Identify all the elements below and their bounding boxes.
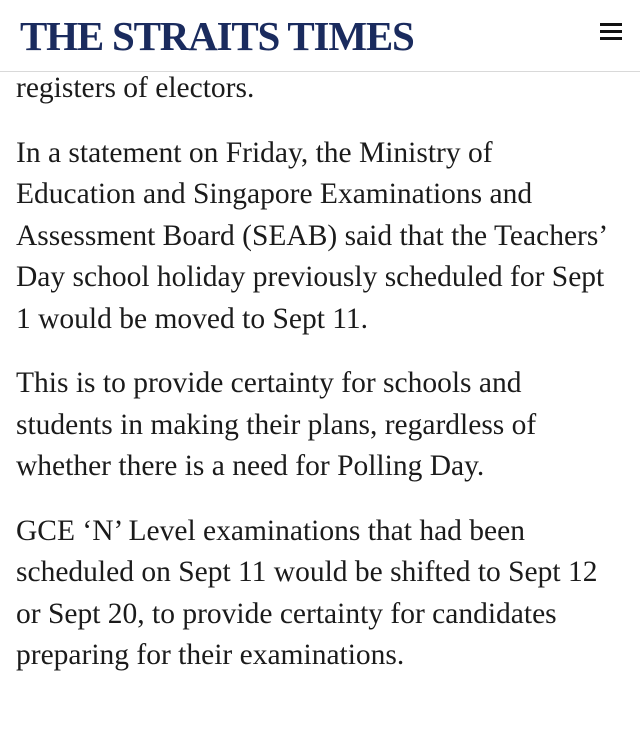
article-paragraph: This is to provide certainty for schools and students in making their plans, regardless of whether there is a need for Polling Day. [16,367,537,482]
article-paragraph: GCE ‘N’ Level examinations that had been scheduled on Sept 11 would be shifted to Sept 12 or Sept 20, to provide certainty for candidates preparing for their examinations. [16,514,598,671]
article-body [16,72,616,700]
menu-button[interactable] [600,23,624,43]
article-paragraph: In a statement on Friday, the Ministry of Education and Singapore Examinations and Assessment Board (SEAB) said that the Teachers’ Day school holiday previously scheduled for Sept 1 would be moved to Sept 11. [16,136,606,335]
hamburger-menu-icon [600,23,624,40]
site-logo[interactable]: THE STRAITS TIMES [20,13,414,59]
site-header [0,0,640,72]
article-paragraph: registers of electors. [16,72,255,104]
